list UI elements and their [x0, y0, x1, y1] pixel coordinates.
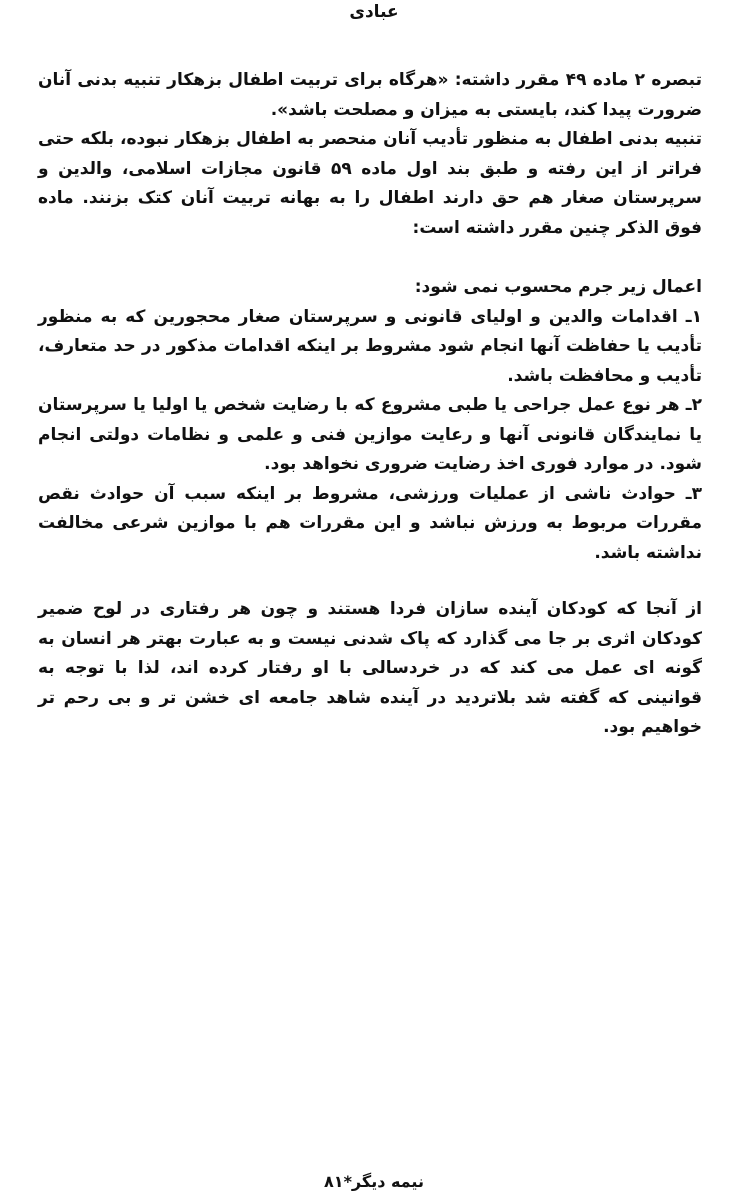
spacer — [38, 568, 702, 595]
paragraph-punishment: تنبیه بدنی اطفال به منظور تأدیب آنان منحصر به اطفال بزهکار نبوده، بلکه حتی فراتر از این رفته و طبق بند اول ماده ۵۹ قانون مجازات اسلامی، والدین و سرپرستان صغار هم حق دارند اطفال را به بهانه تربیت آنان کتک بزنند. ماده فوق الذکر چنین مقرر داشته است: — [38, 129, 702, 238]
list-item-3: ۳ـ حوادث ناشی از عملیات ورزشی، مشروط بر اینکه سبب آن حوادث نقص مقررات مربوط به ورزش نباشد و این مقررات هم با موازین شرعی مخالفت نداشته باشد. — [38, 483, 702, 563]
spacer — [38, 243, 702, 273]
paragraph-conclusion: از آنجا که کودکان آینده سازان فردا هستند و چون هر رفتاری در لوح ضمیر کودکان اثری بر جا می گذارد که پاک شدنی نیست و به عبارت بهتر هر انسان به گونه ای عمل می کند که در خردسالی با او رفتار کرده اند، لذا با توجه به قوانینی که گفته شد بلاتردید در آینده شاهد جامعه ای خشن تر و بی رحم تر خواهیم بود. — [38, 599, 702, 737]
paragraph-note: تبصره ۲ ماده ۴۹ مقرر داشته: «هرگاه برای تربیت اطفال بزهکار تنبیه بدنی آنان ضرورت پیدا کند، بایستی به میزان و مصلحت باشد». — [38, 70, 703, 120]
list-item-2: ۲ـ هر نوع عمل جراحی یا طبی مشروع که با رضایت شخص یا اولیا یا سرپرستان یا نمایندگان قانونی آنها و رعایت موازین فنی و علمی و نظامات دولتی انجام شود. در موارد فوری اخذ رضایت ضروری نخواهد بود. — [38, 395, 702, 474]
body-text — [38, 66, 702, 743]
list-item-1: ۱ـ اقدامات والدین و اولیای قانونی و سرپرستان صغار محجورین که به منظور تأدیب یا حفاظت آنها انجام شود مشروط بر اینکه اقدامات مذکور در حد متعارف، تأدیب و محافظت باشد. — [38, 306, 702, 386]
running-header: عبادی — [349, 2, 399, 22]
page-footer: نیمه دیگر*۸۱ — [324, 1172, 424, 1191]
paragraph-intro: اعمال زیر جرم محسوب نمی شود: — [414, 277, 702, 297]
